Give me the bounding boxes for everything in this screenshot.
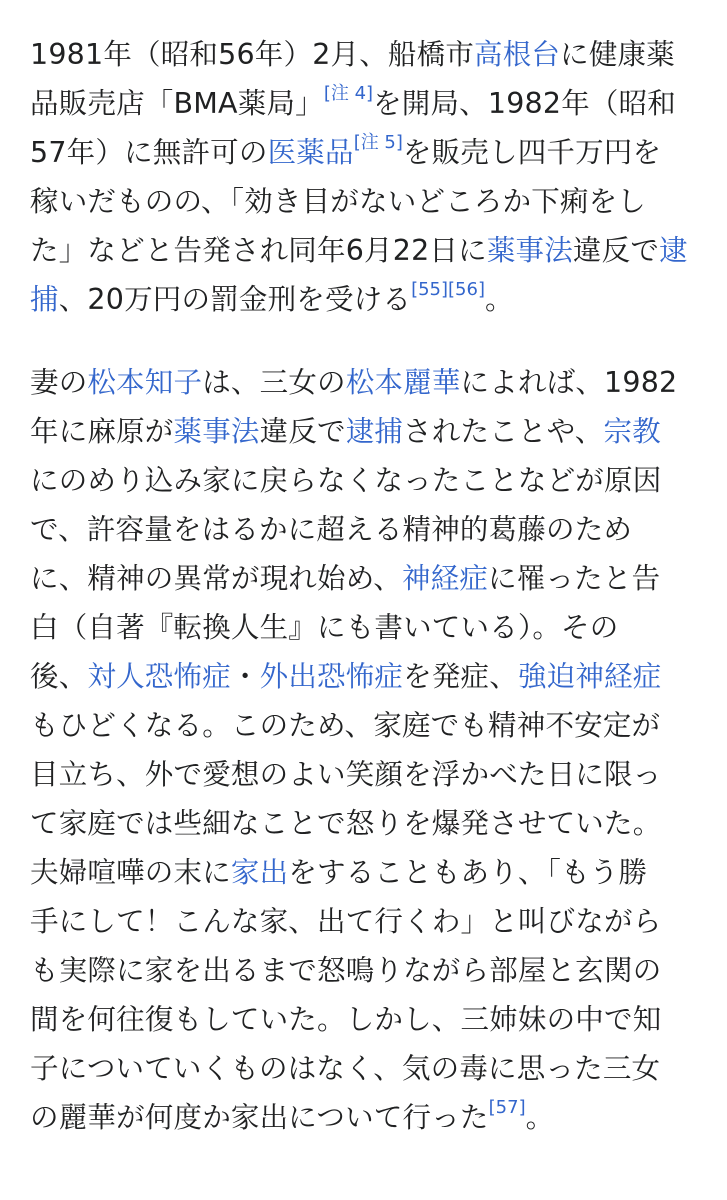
text-span: 、20万円の罰金刑を受ける — [58, 283, 412, 317]
wiki-link[interactable]: 対人恐怖症 — [87, 660, 231, 694]
wiki-link[interactable]: 家出 — [230, 856, 289, 890]
text-span: 57年）に無許可の — [30, 136, 268, 170]
wiki-link[interactable]: 宗教 — [603, 415, 661, 449]
text-span: もひどくなる。このため、家庭でも精神不安定が — [30, 709, 661, 743]
text-line — [30, 946, 705, 995]
text-line — [30, 897, 705, 946]
wiki-link[interactable]: 神経症 — [401, 562, 489, 596]
text-span: 白（自著『転換人生』にも書いている）。その — [30, 611, 619, 645]
wiki-link[interactable]: 医薬品 — [267, 136, 354, 170]
text-line — [30, 407, 705, 456]
footnote-link[interactable]: [注 5] — [353, 132, 403, 154]
text-line — [30, 358, 705, 407]
text-span: 品販売店「BMA薬局」 — [30, 87, 324, 121]
text-line — [30, 750, 705, 799]
wiki-link[interactable]: 逮捕 — [345, 415, 404, 449]
text-span: 稼いだものの、「効き目がないどころか下痢をし — [30, 185, 647, 219]
text-line — [30, 1044, 705, 1093]
text-span: に、精神の異常が現れ始め、 — [30, 562, 402, 596]
text-line — [30, 995, 705, 1044]
text-line — [30, 79, 705, 128]
text-span: 間を何往復もしていた。しかし、三姉妹の中で知 — [30, 1003, 662, 1037]
text-line — [30, 128, 705, 177]
footnote-link[interactable]: [注 4] — [323, 83, 374, 105]
text-span: 後、 — [30, 660, 88, 694]
text-line — [30, 848, 705, 897]
footnote-link[interactable]: [55] — [411, 279, 449, 301]
text-span: 子についていくものはなく、気の毒に思った三女 — [30, 1052, 661, 1086]
wiki-link[interactable]: 薬事法 — [173, 415, 260, 449]
wiki-link[interactable]: 捕 — [30, 283, 59, 317]
text-line — [30, 226, 705, 275]
text-span: た」などと告発され同年6月22日に — [30, 234, 487, 268]
text-line — [30, 799, 705, 848]
text-span: 年に麻原が — [30, 415, 174, 449]
text-span: の麗華が何度か家出について行った — [30, 1101, 489, 1135]
text-span: 夫婦喧嘩の末に — [30, 856, 231, 890]
paragraph — [30, 358, 705, 1142]
text-span: によれば、1982 — [460, 366, 678, 400]
text-line — [30, 554, 705, 603]
text-span: にのめり込み家に戻らなくなったことなどが原因 — [30, 464, 662, 498]
text-span: に健康薬 — [560, 38, 675, 71]
footnote-link[interactable]: [57] — [488, 1097, 526, 1119]
text-line — [30, 30, 705, 79]
text-span: 違反で — [572, 234, 660, 268]
text-span: を開局、1982年（昭和 — [373, 87, 676, 121]
footnote-link[interactable]: [56] — [448, 279, 485, 301]
text-span: 手にして！こんな家、出て行くわ」と叫びながら — [30, 905, 662, 939]
text-span: で、許容量をはるかに超える精神的葛藤のため — [30, 513, 633, 547]
text-line — [30, 603, 705, 652]
text-span: をすることもあり、「もう勝 — [288, 856, 648, 890]
wiki-link[interactable]: 薬事法 — [486, 234, 573, 268]
text-line — [30, 505, 705, 554]
text-span: 1981年（昭和56年）2月、船橋市 — [30, 38, 475, 71]
text-span: 目立ち、外で愛想のよい笑顔を浮かべた日に限っ — [30, 758, 662, 792]
wiki-link[interactable]: 逮 — [659, 234, 688, 268]
text-line — [30, 177, 705, 226]
text-span: 。 — [484, 283, 514, 317]
text-line — [30, 456, 705, 505]
wiki-link[interactable]: 強迫神経症 — [517, 660, 662, 694]
text-line — [30, 701, 705, 750]
text-span: を発症、 — [403, 660, 518, 694]
text-span: されたことや、 — [403, 415, 604, 449]
text-span: ・ — [230, 660, 260, 694]
text-span: を販売し四千万円を — [402, 136, 662, 170]
wiki-link[interactable]: 外出恐怖症 — [259, 660, 404, 694]
text-line — [30, 652, 705, 701]
wiki-link[interactable]: 松本知子 — [87, 366, 203, 400]
text-span: に罹ったと告 — [488, 562, 661, 596]
text-span: 。 — [525, 1101, 555, 1135]
wiki-link[interactable]: 高根台 — [474, 38, 561, 71]
paragraph — [30, 30, 705, 324]
text-span: は、三女の — [202, 366, 346, 400]
wiki-link[interactable]: 松本麗華 — [345, 366, 461, 400]
text-span: 違反で — [259, 415, 346, 449]
text-line — [30, 275, 705, 324]
text-span: て家庭では些細なことで怒りを爆発させていた。 — [30, 807, 662, 841]
text-line — [30, 1093, 705, 1142]
text-span: も実際に家を出るまで怒鳴りながら部屋と玄関の — [30, 954, 662, 988]
text-span: 妻の — [30, 366, 88, 400]
